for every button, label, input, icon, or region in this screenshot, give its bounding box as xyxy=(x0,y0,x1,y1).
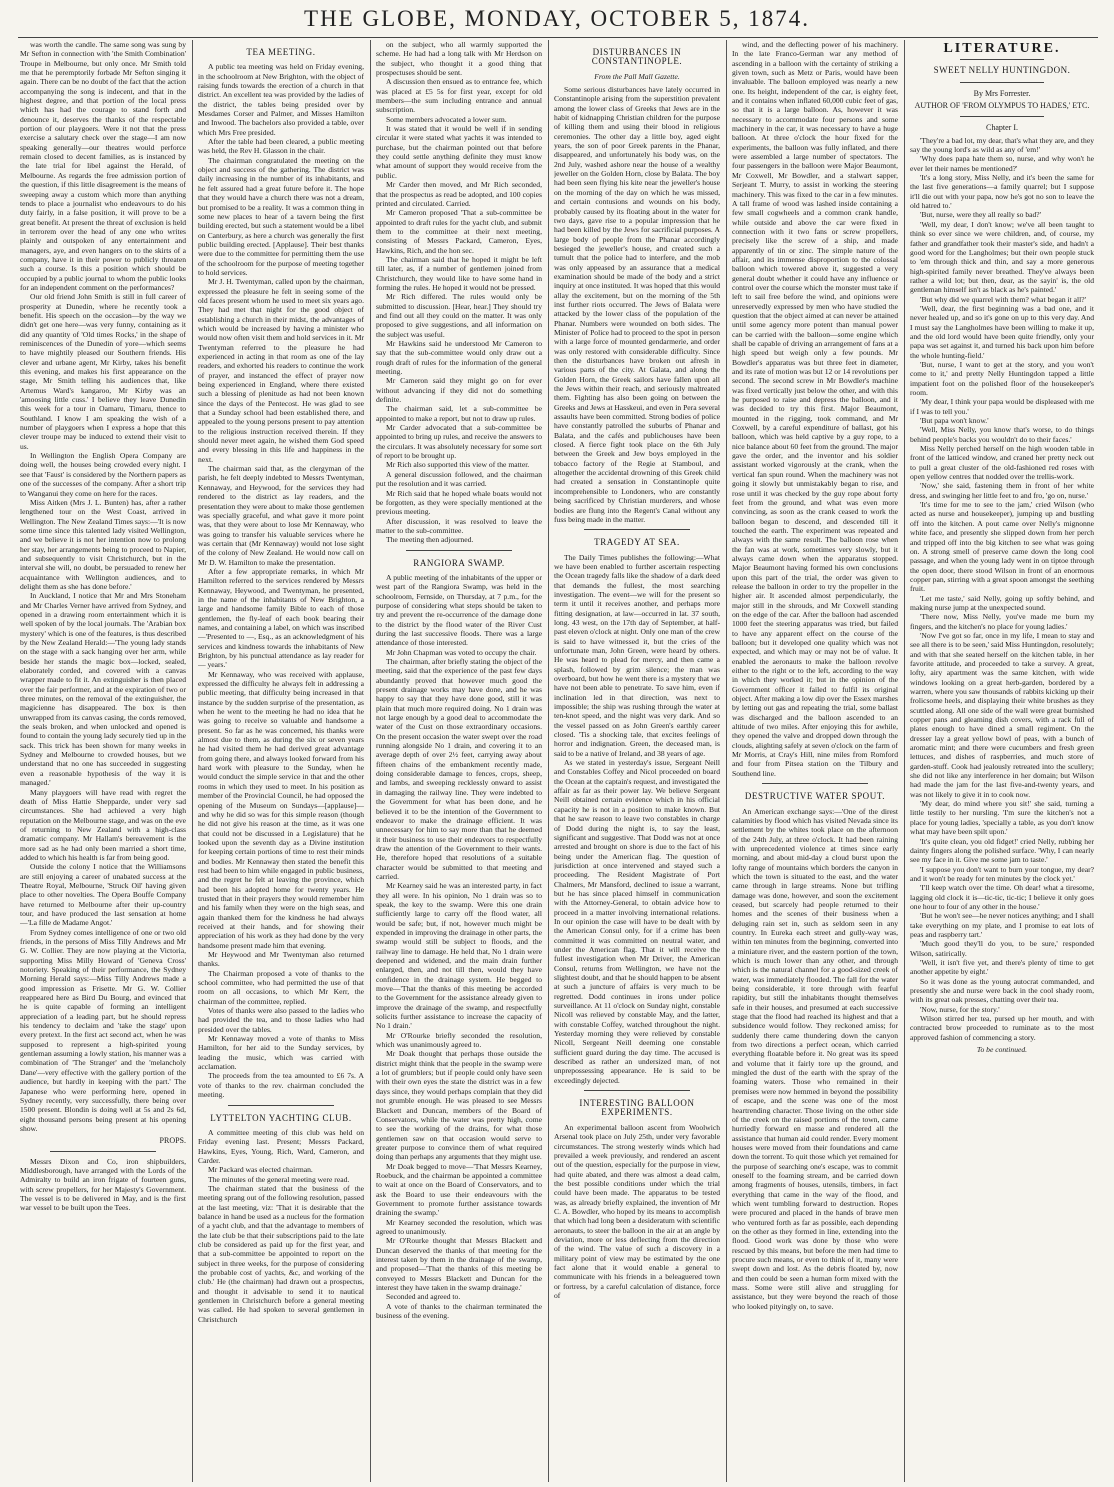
headline-constantinople: DISTURBANCES IN CONSTANTINOPLE. xyxy=(591,47,683,67)
paragraph: After discussion, it was resolved to leave the matter to the sub-committee. xyxy=(376,516,542,535)
paragraph: 'Now,' she said, fastening them in front of her white dress, and swinging her little feet to and fro, 'go on, nurse.' xyxy=(910,481,1094,500)
paragraph: In Wellington the English Opera Company are doing well, the houses being crowded every night. I see that 'Faust' is considered by the Northern papers as one of the successes of the company. After a short trip to Wanganui they come on here for the races. xyxy=(20,451,186,498)
paragraph: was worth the candle. The same song was sung by Mr Sefton in connection with 'the Smith Combination' Troupe in Melbourne, but only once. Mr Smith told me that he peremptorily forbade Mr Sefton singing it again. There can be no doubt of the fact that the action accompanying the song is indecent, and that in the highest degree, and that portion of the local press which has had the courage to stand forth and denounce it, deserves the thanks of the respectable portion of our playgoers. Were it not that the press exercise a salutary check over the stage—I am now speaking generally—our theatres would perforce remain closed to decent families, as is instanced by the late trial for libel against the Herald, of Melbourne. As regards the free admission portion of the question, if this little disagreement is the means of sweeping away a custom which more than anything tends to place a journalist who endeavours to do his duty fairly, in a false position, it will prove to be a great benefit. At present the threat of exclusion is held in terrorem over the head of any one who writes plainly and outspoken of any entertainment and managers, aye, and even hangers on to the skirts of a company, have it in their power to publicly threaten such a course. Is this a position which should be occupied by a public journal to whom the public looks for an independent comment on the performances? xyxy=(20,40,186,292)
column-rule xyxy=(192,40,193,1482)
headline-water-spout: DESTRUCTIVE WATER SPOUT. xyxy=(744,791,886,802)
headline-balloon-experiments: INTERESTING BALLOON EXPERIMENTS. xyxy=(579,1098,695,1118)
paragraph: wind, and the deflecting power of his machinery. In the late Franco-German war any method of ascending in a balloon with the certainty of striking a given town, such as Metz or Paris, would have been invaluable. The balloon employed was nearly a new one. Its height, independent of the car, is eighty feet, and it contains when inflated 60,000 cubic feet of gas, so that it is a large balloon. As, however it was necessary to accommodate four persons and some machinery in the car, it was necessary to have a huge balloon. At three o'clock the hour fixed for the experiments, the balloon was fully inflated, and there were assembled a large number of spectators. The four passengers in the balloon were Major Beaumont, Mr Coxwell, Mr Bowdler, and a stalwart sapper, Serjeant T. Murry, to assist in working the steering machinery. This was fixed to the car in a few minutes. A tall frame of wood was lashed inside containing a few small cogwheels and a common crank handle, while outside and above the car were fixed in connection with it two fans or screw propellers, precisely like the screw of a ship, and made apparently of tin or zinc. The simple nature of the affair, and its immense disproportion to the colossal balloon which towered above it, suggested a very general doubt whether it could have any influence or control over the course which the monster must take if left to sail free before the wind, and opinions were unreservedly expressed by men who have studied the question that the object aimed at can never be attained until some agency more potent than manual power can be carried with the balloon—some engine which shall be capable of driving an arrangement of fans at a high speed but weigh only a few pounds. Mr Bowdler's apparatus was but three feet in diameter, and its rate of motion was but 12 or 14 revolutions per second. The second screw in Mr Bowdler's machine was fixed vertically just below the other, and with this he purposed to raise and depress the balloon, and it was decided to try this first. Major Beaumont, mounted in the rigging, took command, and Mr Coxwell, by a careful expenditure of ballast, got his balloon, which was held captive by a guy rope, to a nice balance about 60 feet from the ground. The major gave the order, and the inventor and his soldier assistant worked vigorously at the crank, when the vertical fan spun round. When the machinery was not going it slowly but unmistakably began to rise, and rose until it was checked by the guy rope about forty feet from the ground, and what was even more convincing, as soon as the crank ceased to work the balloon began to descend, and descended till it touched the earth. The experiment was repeated and always with the same result. The balloon rose when the fan was at work, sometimes very slowly, but it always came down when the apparatus stopped. Major Beaumont having formed his own conclusions upon this part of the trial, the order was given to release the balloon in order to try the propeller in the higher air. It ascended almost perpendicularly, the major still in the shrouds, and Mr Coxwell standing on the edge of the car. After the balloon had ascended 1000 feet the steering apparatus was tried, but failed to have any apparent effect on the course of the balloon; but it developed one quality which was not expected, and which may or may not be of value. It enabled the aeronauts to make the balloon revolve either to the right or to the left, according to the way in which they worked it; but in the opinion of the Government officer it failed to fulfil its original object. After making a low dip over the Essex marshes by letting out gas and repeating the trial, some ballast was discharged and the balloon ascended to an altitude of two miles. After enjoying this for awhile, they opened the valve and dropped down through the clouds, alighting safely at seven o'clock on the farm of Mr Morris, at Cray's Hill, nine miles from Romford and four from Pitsea station on the Tilbury and Southend line. xyxy=(732,40,898,778)
paragraph: Our old friend John Smith is still in full career of prosperity at Dunedin, where he recently took a benefit. His speech on the occasion—by the way we didn't get one here—was very funny, containing as it did any quantity of 'Old times Rocks,' in the shape of reminiscences of the Dunedin of yore—which seems to have mightily pleased our Southern friends. His clever and urbane agent, Mr Kirby, takes his benefit this evening, and makes his first appearance on the stage, Mr Smith telling his audiences that, like Artemus Ward's kangaroo, Mr Kirby was an 'amoosing little cuss.' I believe they leave Dunedin this week for a tour in Oamaru, Timaru, thence to Southland. I know I am speaking the wish of a number of playgoers when I express a hope that this clever troupe may be induced to extend their visit to us. xyxy=(20,292,186,451)
source-line: From the Pall Mall Gazette. xyxy=(594,71,680,81)
paragraph: 'Well, it isn't five yet, and there's plenty of time to get another appetite by eight.' xyxy=(910,957,1094,977)
paragraph: Mr John Chapman was voted to occupy the chair. xyxy=(386,647,537,657)
paragraph: Mr Rich differed. The rules would only be submitted to discussion. [Hear, hear.] They should try and find out all they could on the matter. It was only proposed to give suggestions, and all information on the subject was useful. xyxy=(376,292,542,339)
story-title: SWEET NELLY HUNTINGDON. xyxy=(933,65,1071,76)
paragraph: Messrs Dixon and Co, iron shipbuilders, Middlesborough, have arranged with the Lords of the Admiralty to build an iron frigate of fourteen guns, with screw propellers, for her Majesty's Government. The vessel is to be delivered in May, and is the first war vessel to be built upon the Tees. xyxy=(20,1156,186,1213)
to-be-continued: To be continued. xyxy=(976,1045,1028,1055)
paragraph: 'Well, Miss Nelly, you know that's worse, to do things behind people's backs you wouldn't do to their faces.' xyxy=(910,425,1094,444)
paragraph: The Daily Times publishes the following:—What we have been enabled to further ascertain respecting the Ocean tragedy falls like the shadow of a dark deed that demands the fullest, the most searching investigation. The event—we will for the present so term it until it receives another, and perhaps more fitting designation, at law—occurred in lat. 37 south, long. 43 west, on the 17th day of September, at half-past eleven o'clock at night. Only one man of the crew is said to have witnessed it, but the cries of the unfortunate man, John Green, were heard by others. He was heard to plead for mercy, and then came a splash, followed by grim silence; the man was overboard, but how he went there is a mystery that we have not been able to penetrate. To save him, even if inclination led in that direction, was next to impossible; the ship was rushing through the water at ten-knot speed, and the night was very dark. And so the vessel passed on as John Green's earthly career closed. 'Tis a shocking tale, that excites feelings of horror and indignation. Green, the deceased man, is said to be a native of Ireland, and 38 years of age. xyxy=(554,552,720,758)
paragraph: The minutes of the general meeting were read. xyxy=(208,1174,350,1184)
paragraph: Mr Doak begged to move—'That Messrs Kearney, Roebuck, and the chairman be appointed a committee to wait at once on the Board of Conservators, and to ask the Board to use their endeavours with the Government to promote further assistance towards draining the swamp.' xyxy=(376,1161,542,1218)
paragraph: 'Now I've got so far, once in my life, I mean to stay and see all there is to be seen,' said Miss Huntingdon, resolutely; and with that she seated herself on the kitchen table, in her favorite attitude, and proceeded to take a survey. A great, lofty, airy apartment was the same kitchen, with wide windows looking on a great herb-garden, bordered by a warren, where you saw thousands of rabbits kicking up their frolicsome heels, and displaying their white brushes as they scuttled along. All one side of the wall were great burnished copper pans and gleaming dish covers, with a rack full of plates enough to have dined a small regiment. On the dresser lay a great yellow bowl of peas, with a bunch of aromatic mint; and there were cucumbers and fresh green lettuces, and dishes of raspberries, and much store of garden-stuff. Cook had jealously retreated into the scullery; she did not like any interference in her domain; but Wilson had made the jam for the last five-and-twenty years, and was not likely to give it in to cook now. xyxy=(910,630,1094,799)
paragraph: 'But, nurse, were they all really so bad?' xyxy=(920,210,1042,220)
column-4 xyxy=(554,40,720,1482)
paragraph: A committee meeting of this club was held on Friday evening last. Present; Messrs Packard, Hawkins, Eyes, Young, Rich, Ward, Cameron, and Carder. xyxy=(198,1127,364,1165)
paragraph: In Auckland, I notice that Mr and Mrs Stoneham and Mr Charles Verner have arrived from Sydney, and opened in a drawing room entertainment which it is well spoken of by the local journals. The 'Arabian box mystery' which is one of the features, is thus described by the New Zealand Herald:—'The young lady stands on the stage with a sack hanging over her arm, while beside her stands the magic box—locked, sealed, elaborately corded, and covered with a canvas wrapper made to fit it. An extinguisher is then placed over the fair performer, and at the expiration of two or three minutes, on the removal of the extinguisher, the magicienne has disappeared. The box is then unwrapped from its canvas casing, the cords removed, the seals broken, and when unlocked and opened is found to contain the young lady securely tied up in the sack. This trick has been shown for many weeks in Sydney and Melbourne to crowded houses, but we understand that no one has succeeded in suggesting even a reasonable hypothesis of the way it is managed.' xyxy=(20,591,186,788)
author-credit: AUTHOR OF 'FROM OLYMPUS TO HADES,' ETC. xyxy=(914,101,1090,111)
column-rule xyxy=(370,40,371,1482)
paragraph: Mr Doak thought that perhaps those outside the district might think that the people in the swamp were a lot of grumblers; but if people could only have seen with their own eyes the state the district was in a few days since, they would perhaps complain that they did not grumble enough. He was pleased to see Messrs Blackett and Duncan, members of the Board of Conservators, while the water was pretty high, come to see the working of the drains, for what those gentlemen saw on that occasion would serve to greater purpose to convince them of what required doing than perhaps any arguments that they might use. xyxy=(376,1049,542,1162)
divider xyxy=(762,783,868,784)
paragraph: Mr Kennaway moved a vote of thanks to Miss Hamilton, for her aid to the Sunday services, by leading the music, which was carried with acclamation. xyxy=(198,1034,364,1072)
paragraph: Mr Carder then moved, and Mr Rich seconded, that the prospectus as read be adopted, and 100 copies printed and circulated. Carried. xyxy=(376,180,542,208)
paragraph: A discussion then ensued as to entrance fee, which was placed at £5 5s for first year, except for old members—the sum including entrance and annual subscription. xyxy=(376,77,542,115)
paragraph: The chairman congratulated the meeting on the object and success of the gathering. The district was daily increasing in the number of its inhabitants, and he felt assured had a great future before it. The hope that they would have a church there was not a dream, but promised to be a reality. It was a common thing in some new places to hear of a tavern being the first building erected, but such a statement would be a libel on Canterbury, as here a church was generally the first public building erected. [Applause]. Their best thanks were due to the committee for permitting them the use of the schoolroom for the purpose of meeting together to hold services. xyxy=(198,155,364,277)
paragraph: 'There now, Miss Nelly, you've made me burn my fingers, and the kitchen's no place for young ladies.' xyxy=(910,612,1094,631)
paragraph: Mr Carder advocated that a sub-committee be appointed to bring up rules, and receive the answers to the circulars. It was absolutely necessary for some sort of report to be brought up. xyxy=(376,423,542,461)
paragraph: The meeting then adjourned. xyxy=(386,535,474,545)
paragraph: Mr O'Rourke briefly seconded the resolution, which was unanimously agreed to. xyxy=(376,1030,542,1050)
divider xyxy=(960,82,1044,83)
divider xyxy=(228,1105,334,1106)
headline-tea-meeting: TEA MEETING. xyxy=(246,47,316,57)
paragraph: A public meeting of the inhabitants of the upper or west part of the Rangiora Swamp, was held in the schoolroom, Fernside, on Thursday, at 7 p.m., for the purpose of considering what steps should be taken to try and prevent the re-occurrence of the damage done to the district by the flood water of the River Cust during the last successive floods. There was a large attendance of those interested. xyxy=(376,572,542,648)
paragraph: It was stated that it would be well if in sending circular it were stated what yachts it was intended to purchase, but the chairman pointed out that before they could settle anything definite they must know what amount of support they would receive from the public. xyxy=(376,124,542,180)
column-rule xyxy=(548,40,549,1482)
paragraph: Outside the colony I notice that the Williamsons are still enjoying a career of unabated success at the Theatre Royal, Melbourne, 'Struck Oil' having given place to other novelties. The Opera Bouffe Company have returned to Melbourne after their up-country tour, and have produced the last sensation at home—'La fille de Madame Angot.' xyxy=(20,862,186,928)
divider xyxy=(960,59,1044,60)
paragraph: Many playgoers will have read with regret the death of Miss Hattie Shepparde, under very sad circumstances. She had achieved a very high reputation on the Melbourne stage, and was on the eve of returning to New Zealand with a high-class dramatic company. Mr Hallam's bereavement is the more sad as he had only been married a short time, added to which his health is far from being good. xyxy=(20,787,186,862)
paragraph: Mr Cameron said they might go on for ever without advancing if they did not do something definite. xyxy=(376,376,542,405)
section-heading-literature: LITERATURE. xyxy=(943,41,1061,56)
paragraph: Miss Nelly perched herself on the high wooden table in front of the latticed window, and craned her pretty neck out to pull a great cluster of the old-fashioned red roses with open yellow centres that nodded over the trellis-work. xyxy=(910,444,1094,482)
paragraph: From Sydney comes intelligence of one or two old friends, in the persons of Miss Tilly Andrews and Mr G. W. Collier. They are now playing at the Victoria, supporting Miss Milly Howard of 'Geneva Cross' notoriety. Speaking of their performance, the Sydney Morning Herald says:—Miss Tilly Andrews made a good impression as Frisette. Mr G. W. Collier reappeared here as Bird Du Bourg, and evinced that he is quite capable of forming an intelligent appreciation of a leading part, but he should repress his tendency to declaim and 'take the stage' upon every pretext. In the first act second act, when he was supposed to represent a high-spirited young gentleman assuming a lowly station, his manner was a combination of 'The Stranger' and the 'melancholy Dane'—very effective with the gallery portion of the audience, but hardly in keeping with the part.' The Japanese who were performing here, opened in Sydney recently, very successfully, there being over 1500 present. Blondin is doing well at 5s and 2s 6d, eight thousand persons being present at his opening show. xyxy=(20,927,186,1133)
column-1 xyxy=(20,40,186,1482)
headline-rangiora-swamp: RANGIORA SWAMP. xyxy=(413,557,505,568)
paragraph: 'My dear, do mind where you sit!' she said, turning a little testily to her nursling. 'I'm sure the kitchen's not a place for young ladies, 'specially a table, as you don't know what may have been spilt upon.' xyxy=(910,799,1094,837)
paragraph: An American exchange says:—'One of the direst calamities by flood which has visited Nevada since its settlement by the whites took place on the afternoon of the 24th July, at three o'clock. It had been raining with unprecedented violence at times since early morning, and about mid-day a cloud burst upon the lofty range of mountains which borders the canyon in which the town is situated to the east, and the water came through in large streams. None but trifling damage was done, however, and soon the excitement ceased, but scarcely had people returned to their homes and the scenes of their business when a deluging rain set in, such as seldom seen in any country. In Eureka each street and gully-way was, within ten minutes from the beginning, converted into a miniature river, and the eastern portion of the town, which is much lower than any other, and through which is the natural channel for a good-sized creek of water, was immediately flooded. The fall for the water being considerable, it tore through with fearful rapidity, but still the inhabitants thought themselves safe in their houses, and presumed at each successive stage that the flood had reached its highest and that a subsidence would follow. They reckoned amiss; for suddenly there came thundering down the canyon from two directions a perfect ocean, which carried everything floatable before it. No great was its speed and volume that it fairly tore up the ground, and mingled the dust of the earth with the spray of the foaming waters. Those who remained in their premises were now hemmed in beyond the possibility of escape, and the scene was one of the most heartrending character. Those living on the other side of the creek on the raised portions of the town, came hurriedly forward en masse and rendered all the assistance that human aid could render. Every moment houses were moved from their foundations and came down the torrent. To quit those which yet remained for the purpose of searching one's escape, was to commit oneself to the foaming stream, and be carried down among fragments of houses, utensils, timbers, in fact everything that came in the way of the flood, and which went tumbling forward to destruction. Ropes were procured and placed in the hands of brave men who ventured forth as far as possible, each depending on the other as they formed in line, extending into the flood. Good work was done by those who were rescued by this means, but before the men had time to procure such means, or even to think of it, many were swept down and lost. As the debris floated by, now and then could be seen a human form mixed with the mass. Some were still alive and struggling for assistance, but they were beyond the reach of those who looked pityingly on, to save. xyxy=(732,806,898,1311)
paragraph: 'But he won't see—he never notices anything; and I shall take everything on my plate, and I promise to eat lots of peas and raspberry tart.' xyxy=(910,911,1094,939)
paragraph: Mr Heywood and Mr Twentyman also returned thanks. xyxy=(198,950,364,969)
byline: By Mrs Forrester. xyxy=(973,88,1031,98)
column-rule xyxy=(726,40,727,1482)
paragraph: 'My dear, I think your papa would be displeased with me if I was to tell you.' xyxy=(910,397,1094,416)
divider xyxy=(406,550,512,551)
paragraph: Mr Kearney seconded the resolution, which was agreed to unanimously. xyxy=(376,1217,542,1236)
chapter-heading: Chapter I. xyxy=(986,123,1018,133)
paragraph: 'But papa won't know.' xyxy=(920,416,989,426)
paragraph: The chairman said that, as the clergyman of the parish, he felt deeply indebted to Messrs Twentyman, Kennaway, and Heywood, for the services they had rendered to the district as lay readers, and the presentation they were about to make those gentlemen was specially graceful, and what gave it more point was, that they were about to lose Mr Kennaway, who was going to transfer his valuable services where he was certain that (Mr Kennaway) would not lose sight of the colony of New Zealand. He would now call on Mr D. W. Hamilton to make the presentation. xyxy=(198,464,364,567)
paragraph: Mr O'Rourke thought that Messrs Blackett and Duncan deserved the thanks of that meeting for the interest taken by them in the drainage of the swamp, and proposed—'That the thanks of this meeting be conveyed to Messrs Blackett and Duncan for the interest they have taken in the swamp drainage.' xyxy=(376,1236,542,1293)
paragraph: 'Why does papa hate them so, nurse, and why won't he ever let their names be mentioned?' xyxy=(910,154,1094,173)
paragraph: 'Well, dear, the first beginning was a bad one, and it never healed up, and so it's gone on up to this very day. And I must say the Langholmes have been willing to make it up, and the old lord would have been quite friendly, only your papa was set against it, and turned his back upon him before the whole hunting-field.' xyxy=(910,303,1094,360)
paragraph: 'But why did we quarrel with them? what began it all?' xyxy=(920,294,1086,304)
divider xyxy=(50,1151,156,1152)
paragraph: Some members advocated a lower sum. xyxy=(386,114,507,124)
paragraph: Mr Rich also supported this view of the matter. xyxy=(386,460,530,470)
paragraph: 'It's time for me to see to the jam,' cried Wilson (who acted as nurse and housekeeper), jumping up and bustling off into the kitchen. A pout came over Nelly's mignonne white face, and presently she slipped down from her perch and tripped off into the big kitchen to see what was going on. A strong smell of preserve came down the long cool passage, and when the young lady went in on tiptoe through the open door, there stood Wilson in front of an enormous copper pan, stirring with a great spoon amongst the seething fruit. xyxy=(910,500,1094,594)
paragraph: A general discussion followed, and the chairman put the resolution and it was carried. xyxy=(376,469,542,489)
paragraph: 'Now, nurse, for the story.' xyxy=(920,1004,1000,1014)
paragraph: 'But, nurse, I want to get at the story, and you won't come to it,' and pretty Nelly Huntingdon tapped a little impatient foot on the polished floor of the housekeeper's room. xyxy=(910,359,1094,397)
paragraph: The chairman said that he hoped it might be left till later, as, if a number of gentlemen joined from Christchurch, they would like to have some hand in forming the rules. He hoped it would not be pressed. xyxy=(376,254,542,292)
paragraph: A public tea meeting was held on Friday evening, in the schoolroom at New Brighton, with the object of raising funds towards the erection of a church in that district. An excellent tea was provided by the ladies of the district, the tables being presided over by Mesdames Corser and Palmer, and Misses Hamilton and Inwood. The bachelors also provided a table, over which Mrs Free presided. xyxy=(198,62,364,137)
column-rule xyxy=(904,40,905,1482)
paragraph: Mr Rich said that he hoped whale boats would not be forgotten, as they were specially mentioned at the previous meeting. xyxy=(376,488,542,517)
column-5 xyxy=(732,40,898,1482)
paragraph: After the table had been cleared, a public meeting was held, the Rev H. Glasson in the chair. xyxy=(198,137,364,156)
paragraph: Mr Kennaway, who was received with applause, expressed the difficulty he always felt in addressing a public meeting, that difficulty being increased in that instance by the sudden surprise of the presentation, as when he went to the meeting he had no idea that he was going to receive so valuable and handsome a present. So far as he was concerned, his thanks were almost due to them, as during the six or seven years he had visited them he had derived great advantage from going there, and always looked forward from his hard work with pleasure to the Sunday, when he would conduct the simple service in that and the other rooms in which they used to meet. In his position as member of the Provincial Council, he had opposed the opening of the Museum on Sundays—[applause]—and why he did so was for this simple reason (though he did not give his reason at the time, as it was one that could not be discussed in a Legislature) that he looked upon the seventh day as a Divine institution for keeping certain portions of time to rest their minds and bodies. Mr Kennaway then stated the benefit this rest had been to him while engaged in public business, and the regret he felt at leaving the province, which had been his adopted home for twenty years. He trusted that in their prayers they would remember him and his family when they were on the high seas, and again thanked them for the kindness he had always received at their hands, and for showing their appreciation of his work as they had done by the very handsome present made him that evening. xyxy=(198,669,364,950)
paragraph: As we stated in yesterday's issue, Sergeant Neill and Constables Coffey and Nicol proceeded on board the Ocean at the captain's request, and investigated the affair as far as their power lay. We believe Sergeant Neill obtained certain evidence which in his official capacity he is not in a position to make known. But that he saw reason to leave two constables in charge of Dodd during the night is, to say the least, significant and suggestive. That Dodd was not at once arrested and brought on shore is due to the fact of his being under the American flag. The question of jurisdiction at once intervened and stayed such a proceeding. The Resident Magistrate of Port Chalmers, Mr Mansford, declined to issue a warrant, but he has since placed himself in communication with the Attorney-General, to obtain advice how to proceed in a matter involving international relations. In our opinion the case will have to be dealt with by the American Consul only, for if a crime has been committed it was committed on neutral water, and under the American flag. That it will receive the fullest investigation when Mr Driver, the American Consul, returns from Wellington, we have not the slightest doubt, and that he should happen to be absent at such a juncture of affairs is very much to be regretted. Dodd continues in irons under police surveillance. At 11 o'clock on Sunday night, constable Nicoll was relieved by constable May, and the latter, with constable Coffey, watched throughout the night. Yesterday morning they were relieved by constable Nicoll, Sergeant Neill deeming one constable sufficient guard during the day time. The accused is described as rather an undersized man, of not unprepossessing appearance. He is said to be exceedingly dejected. xyxy=(554,758,720,1085)
paragraph: Wilson stirred her tea, pursed up her mouth, and with contracted brow proceeded to ruminate as to the most approved fashion of commencing a story. xyxy=(910,1014,1094,1042)
paragraph: 'It's a long story, Miss Nelly, and it's been the same for the last five generations—a family quarrel; but I suppose it'll die out with your papa, now he's got no son to leave the old hatred to.' xyxy=(910,173,1094,211)
paragraph: Mr Kearney said he was an interested party, in fact they all were. In his opinion, No 1 drain was so to speak, the key to the swamp. Were this one drain sufficiently large to carry off the flood water, all would be safe; but, if not, however much might be expended in improving the drainage in other parts, the swamp would still be subject to floods, and the railway line to damage. He held that, No 1 drain were deepened and widened, and the main drain further enlarged, then, and not till then, would they have confidence in the drainage system. He begged to move—'That the thanks of this meeting be accorded to the Government for the assistance already given to improve the drainage of the swamp, and respectfully solicits further assistance to increase the capacity of No 1 drain.' xyxy=(376,881,542,1031)
paragraph: The chairman stated that the business of the meeting sprang out of the following resolution, passed at the last meeting, viz: 'That it is desirable that the balance in hand be used as a nucleus for the formation of a yacht club, and that the advantage to members of the late club be that their subscriptions paid to the late club be considered as paid up for the first year, and that a sub-committee be appointed to report on the subject in three weeks, for the purpose of considering the probable cost of yachts, &c, and working of the club.' He (the chairman) had drawn out a prospectus, and thought it advisable to send it to nautical gentlemen in Christchurch before a general meeting was called. He had spoken to several gentlemen in Christchurch xyxy=(198,1183,364,1324)
paragraph: Mr Packard was elected chairman. xyxy=(208,1165,313,1175)
paragraph: 'Well, my dear, I don't know; we've all been taught to think so ever since we were children, and, of course, my father and grandfather took their master's side, and hadn't a good word for the Langholmes; but their own people stuck to 'em through thick and thin, and say a more generous high-spirited family never breathed. They've always been rather a wild lot; but then, dear, as the sayin' is, the old gentleman himself isn't as black as he's painted.' xyxy=(910,219,1094,295)
divider xyxy=(960,116,1044,117)
paragraph: After a few appropriate remarks, in which Mr Hamilton referred to the services rendered by Messrs Kennaway, Heywood, and Twentyman, he presented, in the name of the inhabitants of New Brighton, a large and handsome family Bible to each of those gentlemen, the fly-leaf of each book bearing their names, and containing a label, on which was inscribed—'Presented to —, Esq., as an acknowledgment of his services and kindness towards the inhabitants of New Brighton, by his punctual attendance as lay reader for — years.' xyxy=(198,566,364,670)
paragraph: Votes of thanks were also passed to the ladies who had provided the tea, and to those ladies who had presided over the tables. xyxy=(198,1006,364,1034)
paragraph: 'I'll keep watch over the time. Oh dear! what a tiresome, lagging old clock it is—tic-tic, tic-tic; I believe it only goes one hour to four of any other in the house.' xyxy=(910,883,1094,911)
masthead-rule xyxy=(18,37,1098,38)
paragraph: 'I suppose you don't want to burn your tongue, my dear? and it won't be ready for ten minutes by the clock yet.' xyxy=(910,864,1094,883)
paragraph: on the subject, who all warmly supported the scheme. He had had a long talk with Mr Herdson on the subject, who thought it a good thing that prospectuses should be sent. xyxy=(376,40,542,78)
paragraph: A vote of thanks to the chairman terminated the business of the evening. xyxy=(376,1301,542,1321)
divider xyxy=(584,529,690,530)
paragraph: Seconded and agreed to. xyxy=(386,1292,461,1302)
paragraph: 'Much good they'll do you, to be sure,' responded Wilson, satirically. xyxy=(910,939,1094,958)
paragraph: Mr J. H. Twentyman, called upon by the chairman, expressed the pleasure he felt in seeing some of the old faces present whom he used to meet six years ago. They had met that night for the good object of establishing a church in their midst, the advantages of which would be increased by having a minister who would now often visit them and hold services in it. Mr Twentyman referred to the pleasure he had experienced in acting in that room as one of the lay readers, and exhorted his readers to continue the work of prayer, and instanced the effect of prayer now being experienced in England, where there existed such a blessing of plenitude as had not been known since the days of the Pentecost. He was glad to see that a Sunday school had been established there, and appealed to the young persons present to pay attention to the religious instruction received therein. If they should never meet again, he wished them God speed and every blessing in this life and happiness in the next. xyxy=(198,277,364,464)
paragraph: The chairman said, let a sub-committee be appointed to make a report, but not to draw up rules. xyxy=(376,404,542,423)
column-2 xyxy=(198,40,364,1482)
paragraph: The Chairman proposed a vote of thanks to the school committee, who had permitted the use of that room on all occasions, to which Mr Kerr, the chairman of the committee, replied. xyxy=(198,968,364,1006)
paragraph: 'It's quite clean, you old fidget!' cried Nelly, rubbing her dainty fingers along the polished surface. 'Why, I can nearly see my face in it. Give me some jam to taste.' xyxy=(910,836,1094,865)
paragraph: The proceeds from the tea amounted to £6 7s. A vote of thanks to the rev. chairman concluded the meeting. xyxy=(198,1071,364,1100)
column-6 xyxy=(910,40,1094,1482)
paragraph: 'They're a bad lot, my dear, that's what they are, and they say the young lord's as wild as any of 'em!' xyxy=(910,135,1094,155)
headline-tragedy-at-sea: TRAGEDY AT SEA. xyxy=(594,537,680,548)
paragraph: 'Let me taste,' said Nelly, going up softly behind, and making nurse jump at the unexpected sound. xyxy=(910,593,1094,612)
paragraph: The chairman, after briefly stating the object of the meeting, said that the experience of the past few days abundantly proved that however much good the present drainage works may have done, and he was happy to say that they have done good, still it was plain that much more required doing. No 1 drain was not large enough by a good deal to accommodate the water of the Cust on those extraordinary occasions. On the present occasion the water swept over the road running alongside No 1 drain, and covering it to an average depth of over 2½ feet, carrying away about fifteen chains of the embankment recently made, doing considerable damage to fences, crops, sheep, and lambs, and sweeping recklessly onward to assist in damaging the railway line. They were indebted to the Government for what has been done, and he believed it to be the intention of the Government to endeavor to make the drainage efficient. It was unnecessary for him to say more than that he deemed it their business to use their endeavors to respectfully draw the attention of the Government to their wants. He, therefore hoped that resolutions of a suitable character would be submitted to that meeting and carried. xyxy=(376,657,542,881)
column-3 xyxy=(376,40,542,1482)
signature: PROPS. xyxy=(159,1136,186,1146)
divider xyxy=(584,1090,690,1091)
paragraph: Mr Cameron proposed 'That a sub-committee be appointed to draft rules for the yacht club, and submit them to the committee at their next meeting, consisting of Messrs Packard, Cameron, Eyes, Hawkins, Rich, and the hon sec. xyxy=(376,208,542,255)
headline-yachting-club: LYTTELTON YACHTING CLUB. xyxy=(210,1112,352,1123)
theatre-notes xyxy=(20,40,186,1133)
paragraph: Miss Aitken (Mrs J. L. Bunten) has, after a rather lengthened tour on the West Coast, arrived in Wellington. The New Zealand Times says:—'It is now some time since this talented lady visited Wellington, and we believe it is not her intention now to prolong her stay, her arrangements being to proceed to Napier, and subsequently to visit Christchurch, but in the interval she will, no doubt, be persuaded to renew her acquaintance with Wellington audiences, and to delight them as she has done before.' xyxy=(20,497,186,591)
paragraph: Mr Hawkins said he understood Mr Cameron to say that the sub-committee would only draw out a rough draft of rules for the information of the general meeting. xyxy=(376,339,542,377)
paragraph: Some serious disturbances have lately occurred in Constantinople arising from the superstition prevalent among the lower class of Greeks that Jews are in the habit of kidnapping Christian children for the purpose of killing them and using their blood in religious ceremonies. The other day a little boy, aged eight years, the son of poor Greek parents in the Phanar, disappeared, and unfortunately his body was, on the 2nd July, washed ashore near the house of a wealthy jeweller on the Golden Horn, close by Balata. The boy had been seen flying his kite near the jeweller's house on the morning of the day on which he was missed, and certain contusions and wounds on his body, probably caused by its floating about in the water for two days, gave rise to a popular impression that he had been killed by the Jews for sacrificial purposes. A large body of people from the Phanar accordingly besieged the jeweller's house, and created such a tumult that the police had to interfere, and the mob was only appeased by an assurance that a medical examination should be made of the body and a strict inquiry at once instituted. It was hoped that this would allay the excitement, but on the morning of the 5th inst further riots occurred. The Jews of Balata were attacked by the lower class of the population of the Phanar. Numbers were wounded on both sides. The Minister of Police had to proceed to the spot in person with a large force of mounted gendarmerie, and order was only restored with considerable difficulty. Since then the disturbances have broken out afresh in various parts of the city. At Galata, and along the Golden Horn, the Greek sailors have fallen upon all the Jews within their reach, and seriously maltreated them. Fighting has also been going on between the Greeks and Jews at Hasskeui, and even in Pera several assaults have been committed. Strong bodies of police have constantly patrolled the suburbs of Phanar and Balata, and the cafés and publichouses have been closed. A fierce fight took place on the 6th July between the Greek and Jew boys employed in the tobacco factory of the Regie at Stamboul, and altogether the accidental drowning of this Greek child had created a sensation in Constantinople quite incomprehensible to Londoners, who are constantly being sacrificed by Christian murderers, and whose bodies are flung into the Regent's Canal without any fuss being made in the matter. xyxy=(554,85,720,524)
paragraph: So it was done as the young autocrat commanded, and presently she and nurse were back in the cool shady room, with its great oak presses, chatting over their tea. xyxy=(910,976,1094,1005)
masthead: THE GLOBE, MONDAY, OCTOBER 5, 1874. xyxy=(304,6,810,31)
paragraph: An experimental balloon ascent from Woolwich Arsenal took place on July 25th, under very favorable circumstances. The strong westerly winds which had prevailed a week previously, and rendered an ascent out of the question, especially for the purpose in view, had quite abated, and there was almost a dead calm, the best possible conditions under which the trial could have been made. The apparatus to be tested was, as already briefly explained, the invention of Mr C. A. Bowdler, who hoped by its means to accomplish that which had long been a desideratum with scientific aeronauts, to steer the balloon in the air at an angle by deviation, more or less deflecting from the direction of the wind. The value of such a discovery in a military point of view may be estimated by the one fact alone that it would enable a general to communicate with his friends in a beleaguered town or fortress, by a careful calculation of distance, force of xyxy=(554,1122,720,1300)
